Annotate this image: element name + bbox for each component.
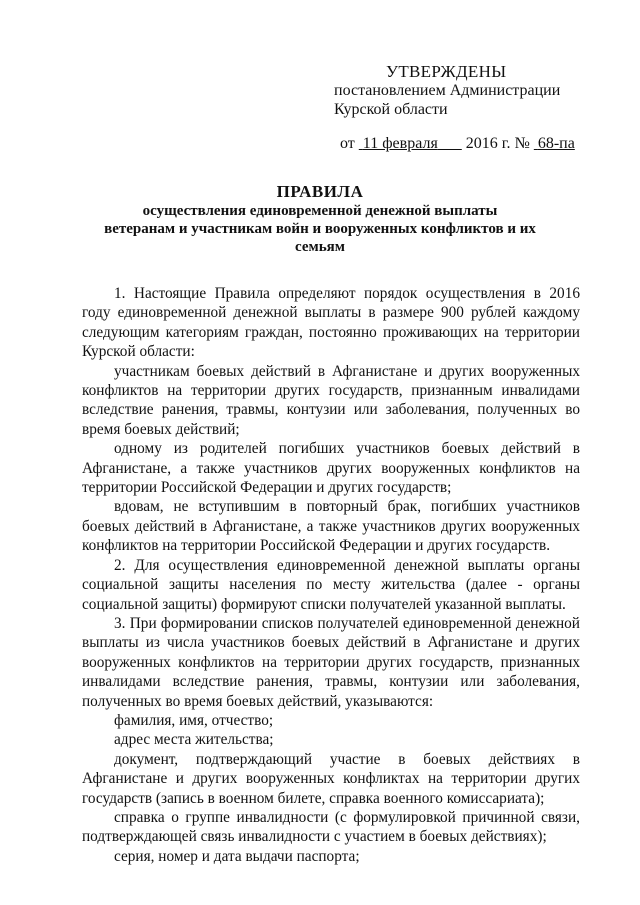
date-year: 2016 г. xyxy=(465,135,511,152)
title-line-3: семьям xyxy=(295,239,345,255)
approval-heading: УТВЕРЖДЕНЫ xyxy=(386,62,507,81)
paragraph: 3. При формировании списков получателей единовременной денежной выплаты из числа участников боевых действий в Афганистане и других вооруженных конфликтов на территории других государств, признанных инвалидами вследствие ранения, травмы, контузии или заболевания, полученных во время боевых действий, указываются: xyxy=(82,614,580,710)
paragraph: фамилия, имя, отчество; xyxy=(114,711,274,729)
decree-date-line xyxy=(340,135,575,153)
paragraph: одному из родителей погибших участников боевых действий в Афганистане, а также участников других вооруженных конфликтов на территории Российской Федерации и других государств; xyxy=(82,440,580,497)
paragraph: документ, подтверждающий участие в боевых действиях в Афганистане и других вооруженных конфликтах на территории других государств (запись в военном билете, справка военного комиссариата); xyxy=(82,750,580,807)
approval-line-2: Курской области xyxy=(334,101,448,118)
paragraph: адрес места жительства; xyxy=(114,731,274,749)
paragraph: участникам боевых действий в Афганистане и других вооруженных конфликтов на территории других государств, признанным инвалидами вследствие ранения, травмы, контузии или заболевания, полученных во время боевых действий; xyxy=(82,362,580,438)
paragraph: 1. Настоящие Правила определяют порядок осуществления в 2016 году единовременной денежной выплаты в размере 900 рублей каждому следующим категориям граждан, постоянно проживающих на территории Курской области: xyxy=(82,285,580,361)
title-line-1: осуществления единовременной денежной выплаты xyxy=(142,203,498,219)
paragraph: 2. Для осуществления единовременной денежной выплаты органы социальной защиты населения по месту жительства (далее - органы социальной защиты) формируют списки получателей указанной выплаты. xyxy=(82,556,580,613)
title-main: ПРАВИЛА xyxy=(276,182,364,201)
approval-stamp xyxy=(334,62,604,119)
title-line-2: ветеранам и участникам войн и вооруженных конфликтов и их xyxy=(104,221,536,237)
date-prefix: от xyxy=(340,135,355,152)
paragraph: вдовам, не вступившим в повторный брак, погибших участников боевых действий в Афганистане, а также участников других вооруженных конфликтов на территории Российской Федерации и других государств. xyxy=(82,498,580,555)
document-title xyxy=(70,183,570,256)
approval-line-1: постановлением Администрации xyxy=(334,82,561,99)
number-label: № xyxy=(514,135,530,152)
date-day: 11 февраля xyxy=(362,135,438,152)
document-body xyxy=(82,284,580,866)
paragraph: справка о группе инвалидности (с формулировкой причинной связи, подтверждающей связь инвалидности с участием в боевых действиях); xyxy=(82,808,580,846)
decree-number: 68-па xyxy=(537,135,575,152)
paragraph: серия, номер и дата выдачи паспорта; xyxy=(114,847,360,865)
